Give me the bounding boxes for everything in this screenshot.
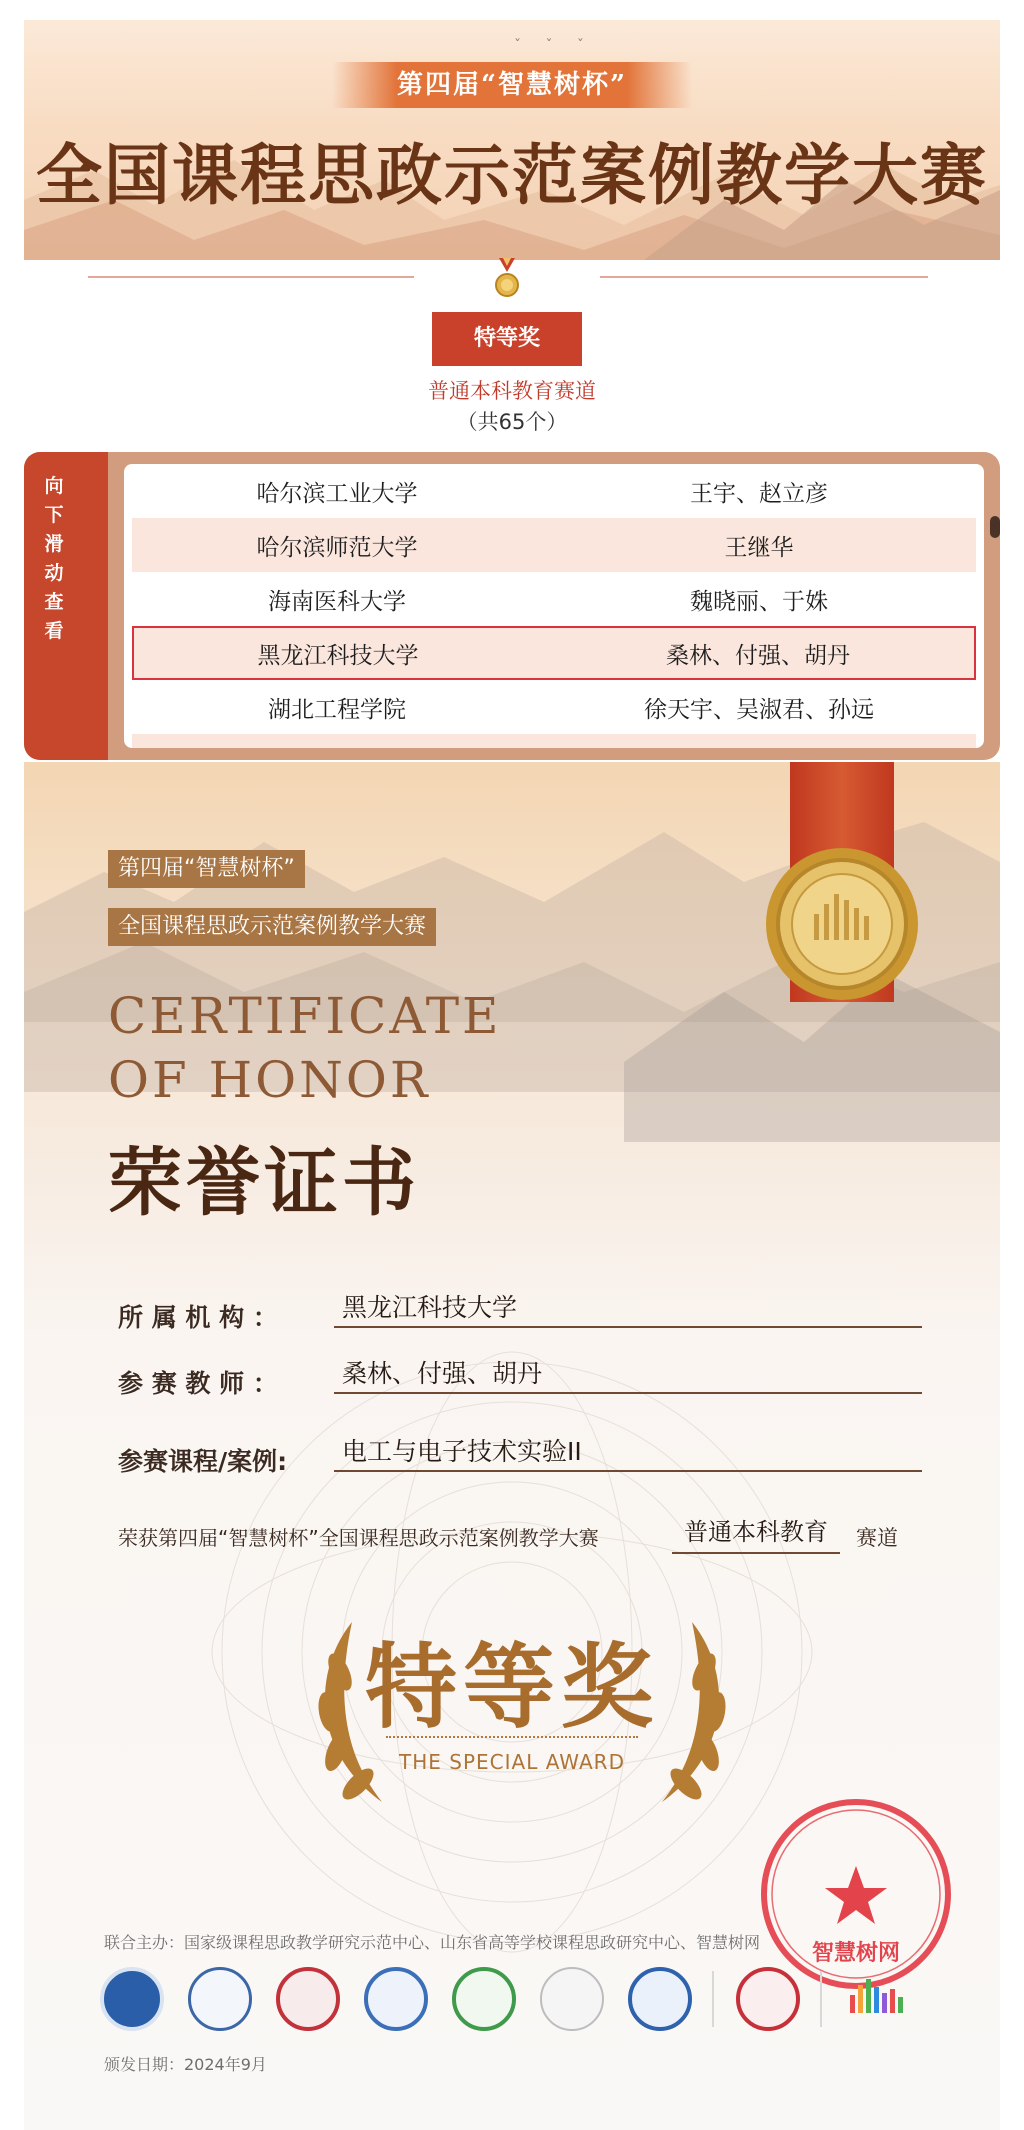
institute-logo-icon [540, 1967, 604, 2031]
award-sentence: 荣获第四届“智慧树杯”全国课程思政示范案例教学大赛 [118, 1526, 599, 1550]
course-label: 参赛课程/案例: [118, 1447, 288, 1476]
organizers-text: 联合主办：国家级课程思政教学研究示范中心、山东省高等学校课程思政研究中心、智慧树网 [104, 1933, 761, 1952]
teachers-cell: 魏晓丽、于姝 [690, 588, 828, 615]
university-logo-icon [100, 1967, 164, 2031]
teachers-cell: 王继华 [724, 534, 794, 561]
list-item [132, 518, 976, 572]
teachers-cell: 徐天宇、吴淑君、孙远 [644, 696, 874, 723]
list-item [132, 572, 976, 626]
stamp-brand-text: 智慧树网 [811, 1941, 901, 1966]
teachers-cell: 王宇、赵立彦 [690, 480, 828, 507]
issue-date: 颁发日期：2024年9月 [104, 2055, 267, 2074]
list-item [132, 734, 976, 748]
institution-cell: 哈尔滨师范大学 [256, 534, 418, 561]
university-logo-icon [452, 1967, 516, 2031]
zhihuishu-logo-icon [844, 1971, 916, 2031]
teacher-label: 参 赛 教 师 ： [118, 1369, 278, 1398]
certificate-edition-tag: 第四届“智慧树杯” [108, 850, 305, 888]
honor-certificate [24, 762, 1000, 2130]
institution-cell: 海南医科大学 [268, 588, 406, 615]
university-logo-icon [736, 1967, 800, 2031]
banner-title: 全国课程思政示范案例教学大赛 [36, 136, 988, 214]
organizer-logos [100, 1967, 960, 2037]
certificate-title-en: CERTIFICATE OF HONOR [108, 987, 502, 1109]
list-item [132, 464, 976, 518]
university-logo-icon [188, 1967, 252, 2031]
award-divider [386, 1736, 638, 1738]
logo-divider [712, 1971, 714, 2027]
medal-icon [494, 258, 520, 298]
award-level-badge: 特等奖 [432, 312, 582, 366]
institution-value: 黑龙江科技大学 [334, 1288, 922, 1328]
logo-divider [820, 1971, 822, 2027]
official-red-stamp [756, 1794, 956, 1994]
university-logo-icon [276, 1967, 340, 2031]
scroll-hint-tab [24, 452, 108, 760]
teachers-cell: 桑林、付强、胡丹 [666, 642, 851, 669]
university-logo-icon [628, 1967, 692, 2031]
divider-left [88, 276, 414, 278]
institution-cell: 哈尔滨工业大学 [256, 480, 418, 507]
list-scrollbar[interactable] [990, 516, 1000, 538]
certificate-title-cn: 荣誉证书 [108, 1140, 420, 1226]
winner-list-panel [24, 452, 1000, 760]
university-logo-icon [364, 1967, 428, 2031]
gold-seal-icon [762, 844, 922, 1004]
list-item-highlighted [132, 626, 976, 680]
winner-list[interactable] [124, 464, 984, 748]
competition-banner [24, 20, 1000, 260]
institution-label: 所 属 机 构 ： [118, 1303, 278, 1332]
divider-right [600, 276, 928, 278]
track-name: 普通本科教育赛道 [428, 379, 596, 403]
institution-cell: 湖北工程学院 [268, 696, 406, 723]
certificate-competition-tag: 全国课程思政示范案例教学大赛 [108, 908, 436, 946]
teacher-value: 桑林、付强、胡丹 [334, 1354, 922, 1394]
institution-cell: 黑龙江科技大学 [257, 642, 419, 669]
track-count: （共65个） [456, 410, 568, 434]
list-item [132, 680, 976, 734]
scroll-hint-text: 向 下 滑 动 查 看 [44, 475, 64, 642]
award-level-en: THE SPECIAL AWARD [399, 1750, 625, 1774]
track-suffix: 赛道 [856, 1526, 898, 1550]
track-value: 普通本科教育 [672, 1512, 840, 1554]
birds-decoration: ˇ ˇ ˇ [514, 38, 594, 54]
award-level-large: 特等奖 [364, 1633, 659, 1741]
banner-edition-label: 第四届“智慧树杯” [332, 62, 692, 108]
course-value: 电工与电子技术实验II [334, 1432, 922, 1472]
